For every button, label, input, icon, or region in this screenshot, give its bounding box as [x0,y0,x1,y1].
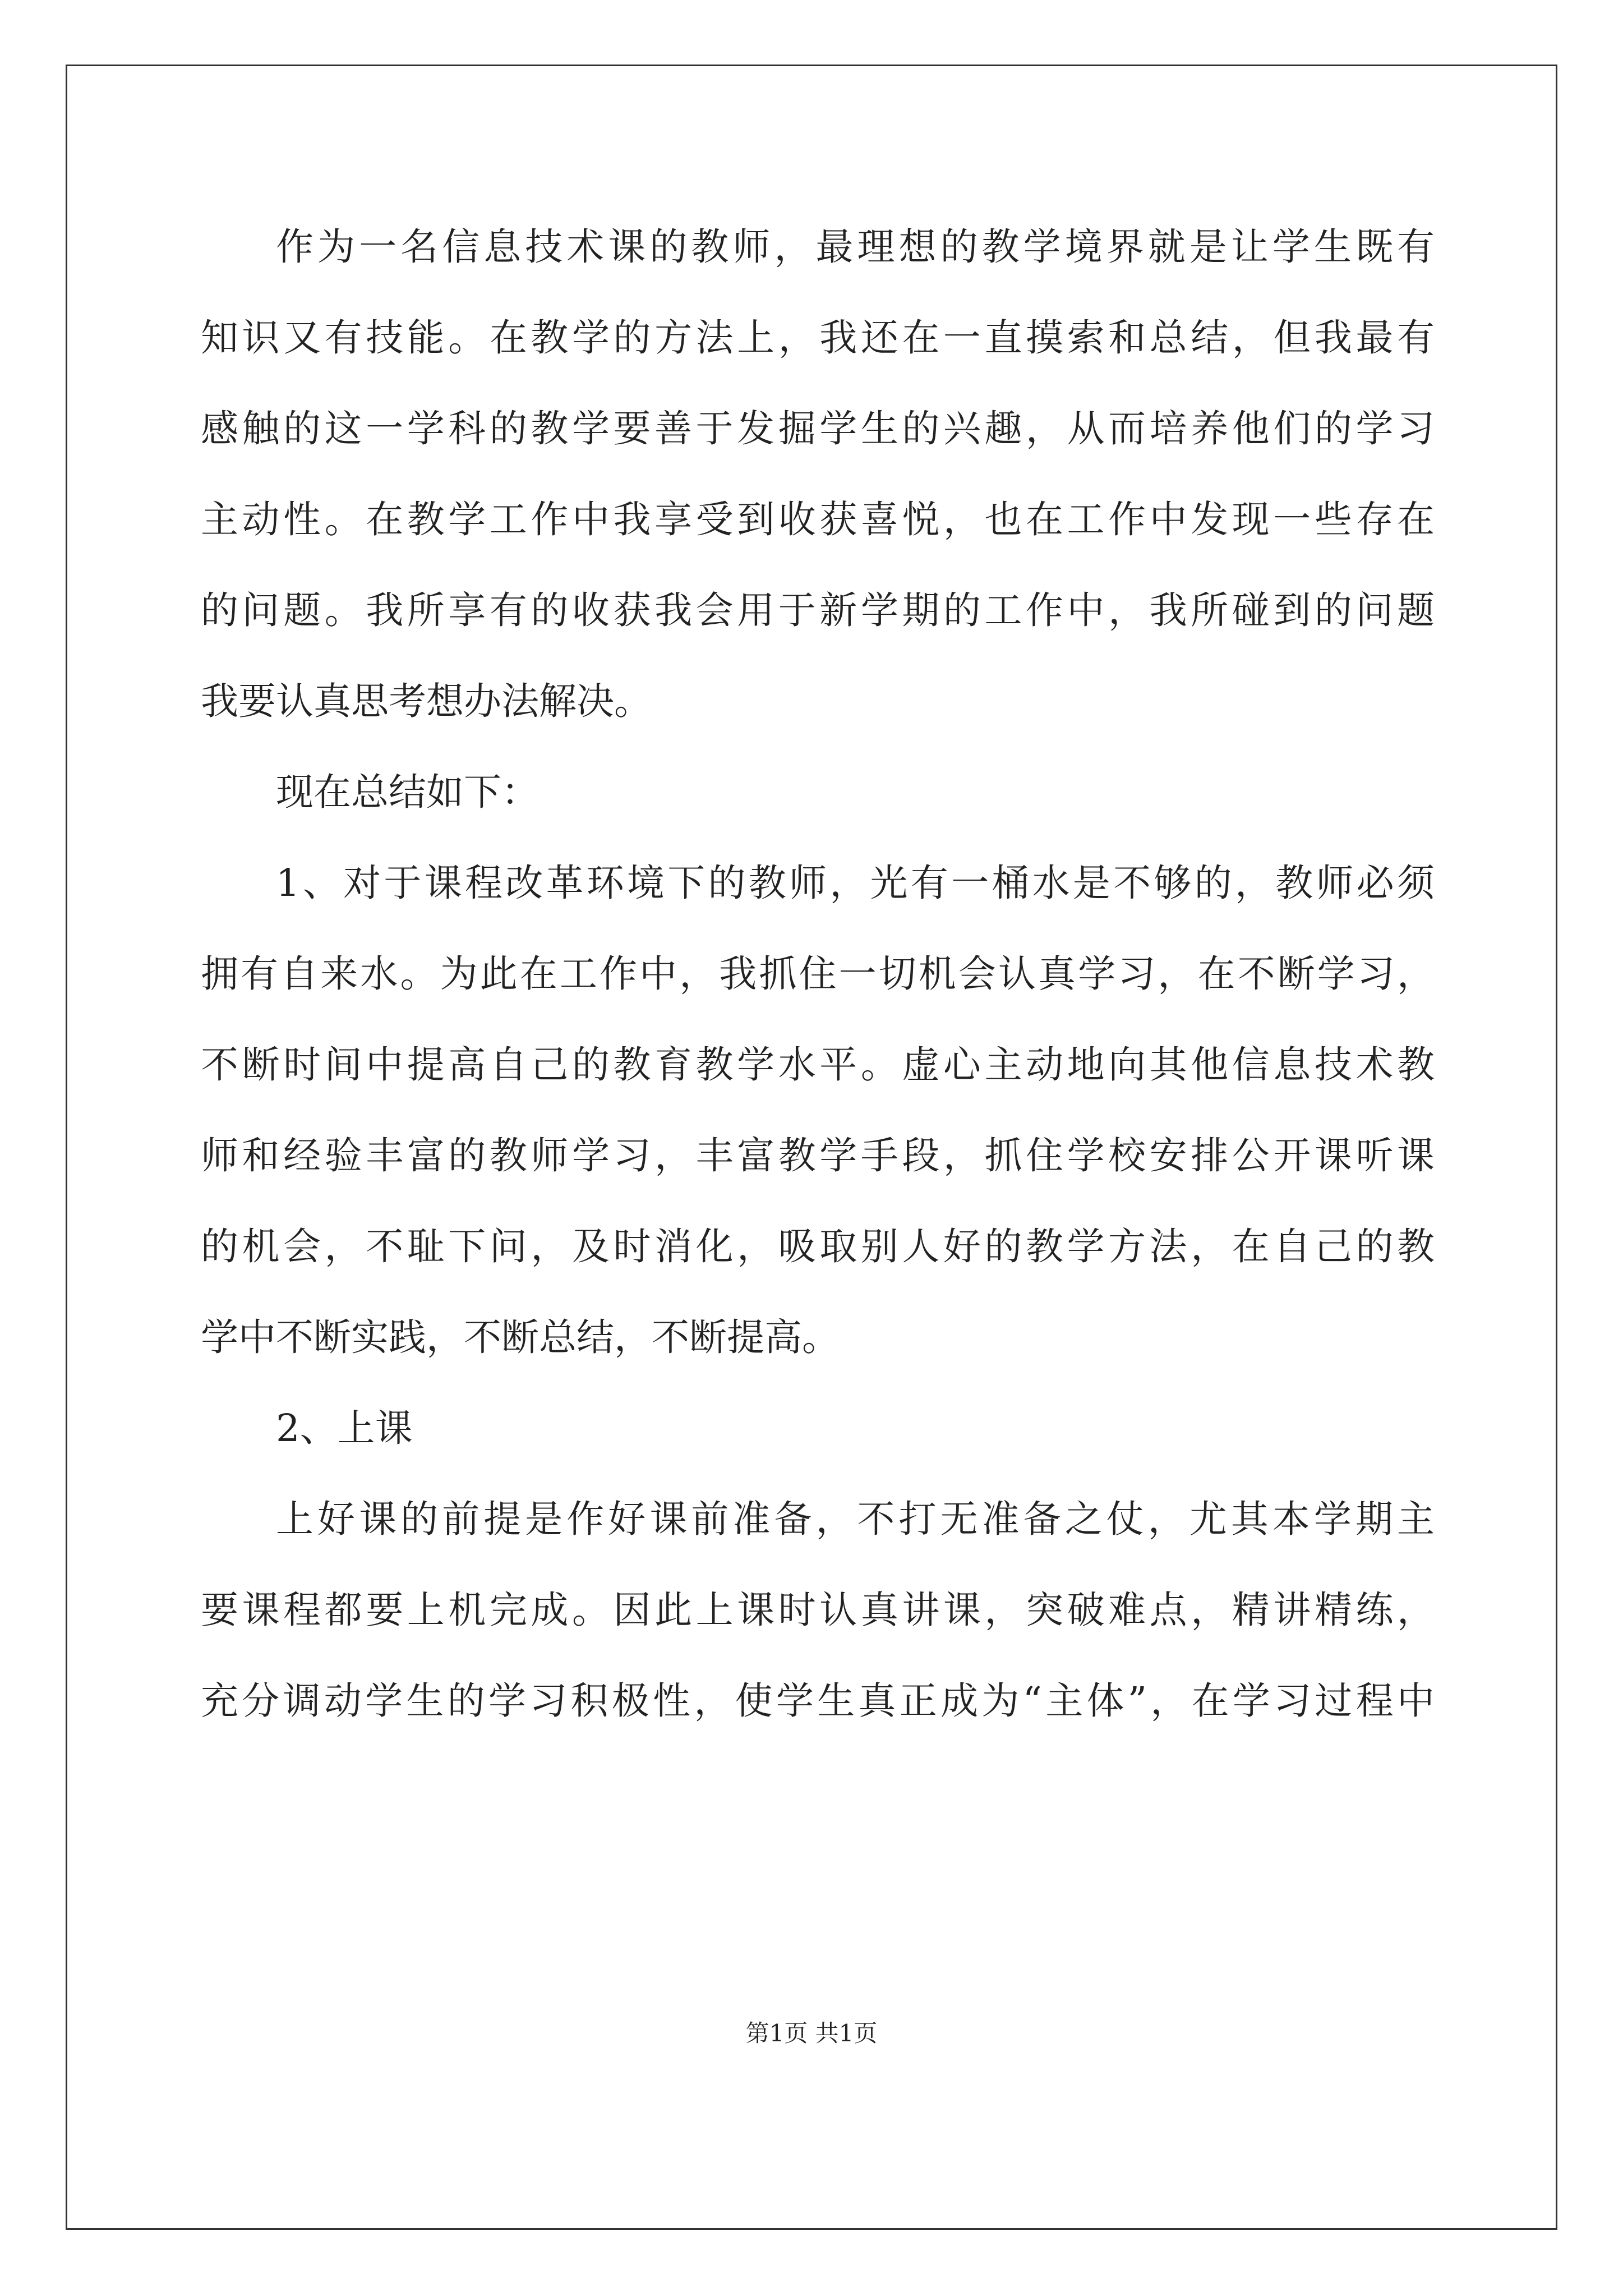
paragraph-5-line-1: 上好课的前提是作好课前准备，不打无准备之仗，尤其本学期主 [276,1497,1435,1541]
paragraph-3-line-6: 学中不断实践，不断总结，不断提高。 [201,1315,840,1359]
paragraph-3-line-2: 拥有自来水。为此在工作中，我抓住一切机会认真学习，在不断学习， [201,952,1435,996]
paragraph-1-line-1: 作为一名信息技术课的教师，最理想的教学境界就是让学生既有 [276,225,1435,269]
paragraph-3-line-3: 不断时间中提高自己的教育教学水平。虚心主动地向其他信息技术教 [201,1043,1435,1087]
paragraph-1-line-6: 我要认真思考想办法解决。 [201,679,652,723]
page-footer: 第1页 共1页 [745,2019,878,2047]
paragraph-5-line-2: 要课程都要上机完成。因此上课时认真讲课，突破难点，精讲精练， [201,1588,1435,1632]
paragraph-3-line-5: 的机会，不耻下问，及时消化，吸取别人好的教学方法，在自己的教 [201,1225,1435,1268]
paragraph-1-line-5: 的问题。我所享有的收获我会用于新学期的工作中，我所碰到的问题 [201,588,1435,632]
paragraph-3-line-4: 师和经验丰富的教师学习，丰富教学手段，抓住学校安排公开课听课 [201,1134,1435,1177]
paragraph-2-line-1: 现在总结如下： [276,770,539,814]
paragraph-5-line-3: 充分调动学生的学习积极性，使学生真正成为“主体”，在学习过程中 [201,1679,1435,1723]
paragraph-3-line-1: 1、对于课程改革环境下的教师，光有一桶水是不够的，教师必须 [276,861,1435,905]
paragraph-1-line-4: 主动性。在教学工作中我享受到收获喜悦，也在工作中发现一些存在 [201,498,1435,541]
paragraph-1-line-3: 感触的这一学科的教学要善于发掘学生的兴趣，从而培养他们的学习 [201,407,1435,450]
paragraph-4-line-1: 2、上课 [276,1406,413,1450]
paragraph-1-line-2: 知识又有技能。在教学的方法上，我还在一直摸索和总结，但我最有 [201,316,1435,360]
